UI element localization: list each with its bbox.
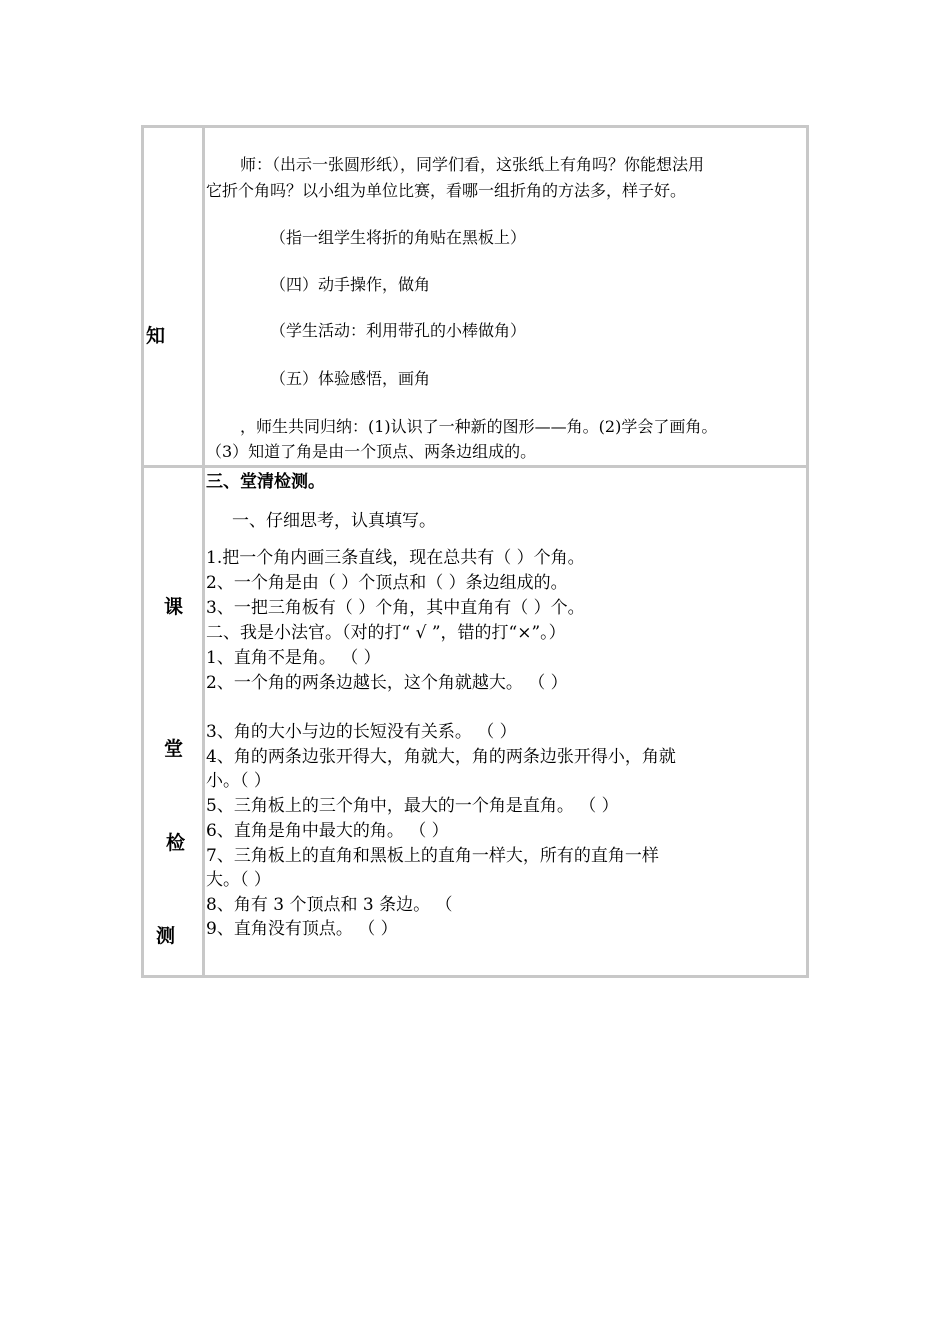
column-divider	[202, 128, 205, 975]
judge-item: 7、三角板上的直角和黑板上的直角一样大，所有的直角一样	[206, 846, 659, 866]
row-divider	[144, 465, 806, 468]
judge-item: 3、角的大小与边的长短没有关系。 （ ）	[206, 722, 517, 742]
side-label-zhi: 知	[146, 325, 166, 347]
side-label-tang: 堂	[164, 738, 184, 760]
judge-item: 1、直角不是角。 （ ）	[206, 648, 381, 668]
judge-item: 小。（ ）	[206, 771, 271, 791]
paragraph: 师：（出示一张圆形纸），同学们看，这张纸上有角吗？你能想法用	[240, 155, 705, 174]
judge-item: 4、角的两条边张开得大，角就大，角的两条边张开得小，角就	[206, 747, 676, 767]
paragraph: 它折个角吗？以小组为单位比赛，看哪一组折角的方法多，样子好。	[206, 181, 687, 200]
paragraph: ，师生共同归纳：(1)认识了一种新的图形——角。(2)学会了画角。	[240, 417, 718, 436]
section-heading: 三、堂清检测。	[206, 472, 325, 492]
fill-item: 1.把一个角内画三条直线，现在总共有（ ）个角。	[206, 548, 585, 568]
judge-item: 9、直角没有顶点。 （ ）	[206, 919, 398, 939]
judge-item: 5、三角板上的三个角中，最大的一个角是直角。 （ ）	[206, 796, 619, 816]
judge-item: 8、角有 3 个顶点和 3 条边。 （	[206, 895, 453, 915]
paragraph: （四）动手操作，做角	[270, 275, 431, 294]
side-label-jian: 检	[166, 832, 186, 854]
fill-item: 2、一个角是由（ ）个顶点和（ ）条边组成的。	[206, 573, 568, 593]
paragraph: （指一组学生将折的角贴在黑板上）	[270, 228, 527, 247]
judge-item: 大。（ ）	[206, 870, 271, 890]
side-label-ce: 测	[156, 925, 176, 947]
paragraph: （学生活动：利用带孔的小棒做角）	[270, 321, 527, 340]
judge-item: 2、一个角的两条边越长，这个角就越大。 （ ）	[206, 673, 568, 693]
part2-title: 二、我是小法官。（对的打“ √ ”，错的打“×”。）	[206, 623, 566, 643]
side-label-ke: 课	[164, 596, 184, 618]
paragraph: （3）知道了角是由一个顶点、两条边组成的。	[206, 442, 537, 461]
judge-item: 6、直角是角中最大的角。 （ ）	[206, 821, 449, 841]
paragraph: （五）体验感悟，画角	[270, 369, 431, 388]
part1-title: 一、仔细思考，认真填写。	[232, 511, 436, 531]
lesson-table	[141, 125, 809, 978]
fill-item: 3、一把三角板有（ ）个角，其中直角有（ ）个。	[206, 598, 585, 618]
